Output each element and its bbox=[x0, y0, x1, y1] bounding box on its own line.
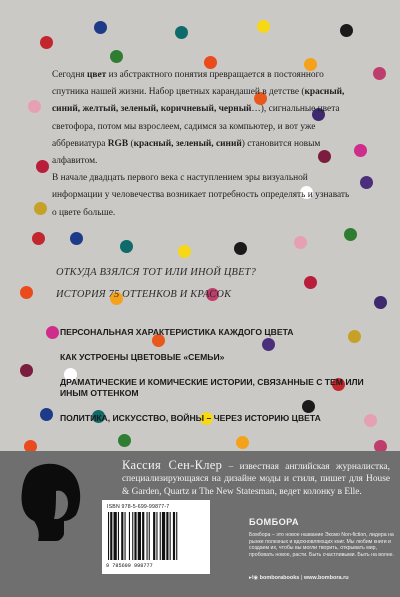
feature-item: ДРАМАТИЧЕСКИЕ И КОМИЧЕСКИЕ ИСТОРИИ, СВЯЗАННЫЕ С ТЕМ ИЛИ ИНЫМ ОТТЕНКОМ bbox=[60, 377, 364, 398]
barcode-bar bbox=[132, 512, 133, 560]
color-dot bbox=[294, 236, 307, 249]
color-dot bbox=[46, 326, 59, 339]
color-dot bbox=[40, 408, 53, 421]
barcode-bar bbox=[166, 512, 168, 560]
publisher-links: ▸f◉ bomborabooks | www.bombora.ru bbox=[249, 575, 349, 581]
publisher-site-link[interactable]: www.bombora.ru bbox=[303, 575, 349, 581]
color-dot bbox=[110, 50, 123, 63]
barcode-bar bbox=[142, 512, 144, 560]
color-dot bbox=[344, 228, 357, 241]
barcode-bar bbox=[156, 512, 157, 560]
color-dot bbox=[32, 232, 45, 245]
barcode-bar bbox=[118, 512, 119, 560]
barcode-bar bbox=[160, 512, 161, 560]
intro-paragraph-1: Сегодня цвет из абстрактного понятия превращается в постоянного спутника нашей жизни. Набор цветных карандашей в детстве (красный, синий, желтый, зеленый, коричневый, черный…), сигнальные цвета светофора, потом мы взрослеем, садимся за компьютер, и вот уже аббревиатура RGB (красный, зеленый, синий) становится новым алфавитом. bbox=[52, 70, 345, 167]
feature-item: КАК УСТРОЕНЫ ЦВЕТОВЫЕ «СЕМЬИ» bbox=[60, 352, 225, 362]
barcode-bar bbox=[129, 512, 130, 560]
color-dot bbox=[373, 67, 386, 80]
barcode-bar bbox=[149, 512, 150, 560]
color-dot bbox=[257, 20, 270, 33]
color-dot bbox=[354, 144, 367, 157]
barcode-bar bbox=[114, 512, 117, 560]
author-bio bbox=[122, 459, 390, 498]
color-dot bbox=[234, 242, 247, 255]
publisher-logo: БОМБОРА bbox=[249, 517, 299, 527]
color-dot bbox=[374, 296, 387, 309]
barcode-digits: 9 785699 998777 bbox=[106, 563, 153, 569]
questions-block bbox=[56, 262, 356, 306]
color-dot bbox=[94, 21, 107, 34]
barcode-bar bbox=[134, 512, 136, 560]
social-handle[interactable]: bomborabooks bbox=[259, 575, 300, 581]
color-dot bbox=[178, 245, 191, 258]
color-dot bbox=[175, 26, 188, 39]
question-history: ИСТОРИЯ 75 ОТТЕНКОВ И КРАСОК bbox=[56, 289, 232, 300]
barcode-bar bbox=[162, 512, 165, 560]
color-dot bbox=[20, 286, 33, 299]
barcode bbox=[108, 512, 204, 560]
barcode-bar bbox=[170, 512, 171, 560]
question-origin: ОТКУДА ВЗЯЛСЯ ТОТ ИЛИ ИНОЙ ЦВЕТ? bbox=[56, 267, 257, 278]
social-icons: ▸f◉ bbox=[249, 575, 260, 581]
color-dot bbox=[120, 240, 133, 253]
color-dot bbox=[40, 36, 53, 49]
color-dot bbox=[70, 232, 83, 245]
feature-item: ПОЛИТИКА, ИСКУССТВО, ВОЙНЫ – ЧЕРЕЗ ИСТОРИЮ ЦВЕТА bbox=[60, 413, 321, 423]
isbn-label: ISBN 978-5-699-99877-7 bbox=[107, 504, 170, 510]
barcode-bar bbox=[176, 512, 177, 560]
color-dot bbox=[28, 100, 41, 113]
color-dot bbox=[34, 202, 47, 215]
color-dot bbox=[360, 176, 373, 189]
feature-item: ПЕРСОНАЛЬНАЯ ХАРАКТЕРИСТИКА КАЖДОГО ЦВЕТА bbox=[60, 327, 294, 337]
barcode-bar bbox=[121, 512, 123, 560]
barcode-bar bbox=[108, 512, 109, 560]
author-portrait bbox=[10, 461, 90, 541]
barcode-bar bbox=[153, 512, 155, 560]
barcode-panel bbox=[102, 500, 210, 574]
features-list bbox=[60, 327, 370, 438]
color-dot bbox=[20, 364, 33, 377]
author-description: – известная английская журналистка, специализирующаяся на дизайне моды и стиля, пишет для House & Garden, Quartz и The New Statesman, ведет колонку в Elle. bbox=[122, 462, 390, 497]
color-dot bbox=[36, 160, 49, 173]
barcode-bar bbox=[125, 512, 126, 560]
barcode-bar bbox=[173, 512, 175, 560]
barcode-bar bbox=[110, 512, 112, 560]
barcode-bar bbox=[138, 512, 141, 560]
barcode-bar bbox=[147, 512, 148, 560]
intro-text bbox=[52, 67, 352, 222]
color-dot bbox=[340, 24, 353, 37]
intro-paragraph-2: В начале двадцать первого века с наступлением эры визуальной информации у человечества возникает потребность определять и узнавать о цвете больше. bbox=[52, 173, 350, 218]
publisher-description: Бомбора – это новое название Эксмо Non-fiction, лидера на рынке полезных и вдохновляющих книг. Мы любим книги и создаем их, чтобы вы могли творить, открывать мир, пробовать новое, расти. Быть счастливыми. Быть на волне. bbox=[249, 532, 394, 558]
author-name: Кассия Сен-Клер bbox=[122, 458, 223, 472]
